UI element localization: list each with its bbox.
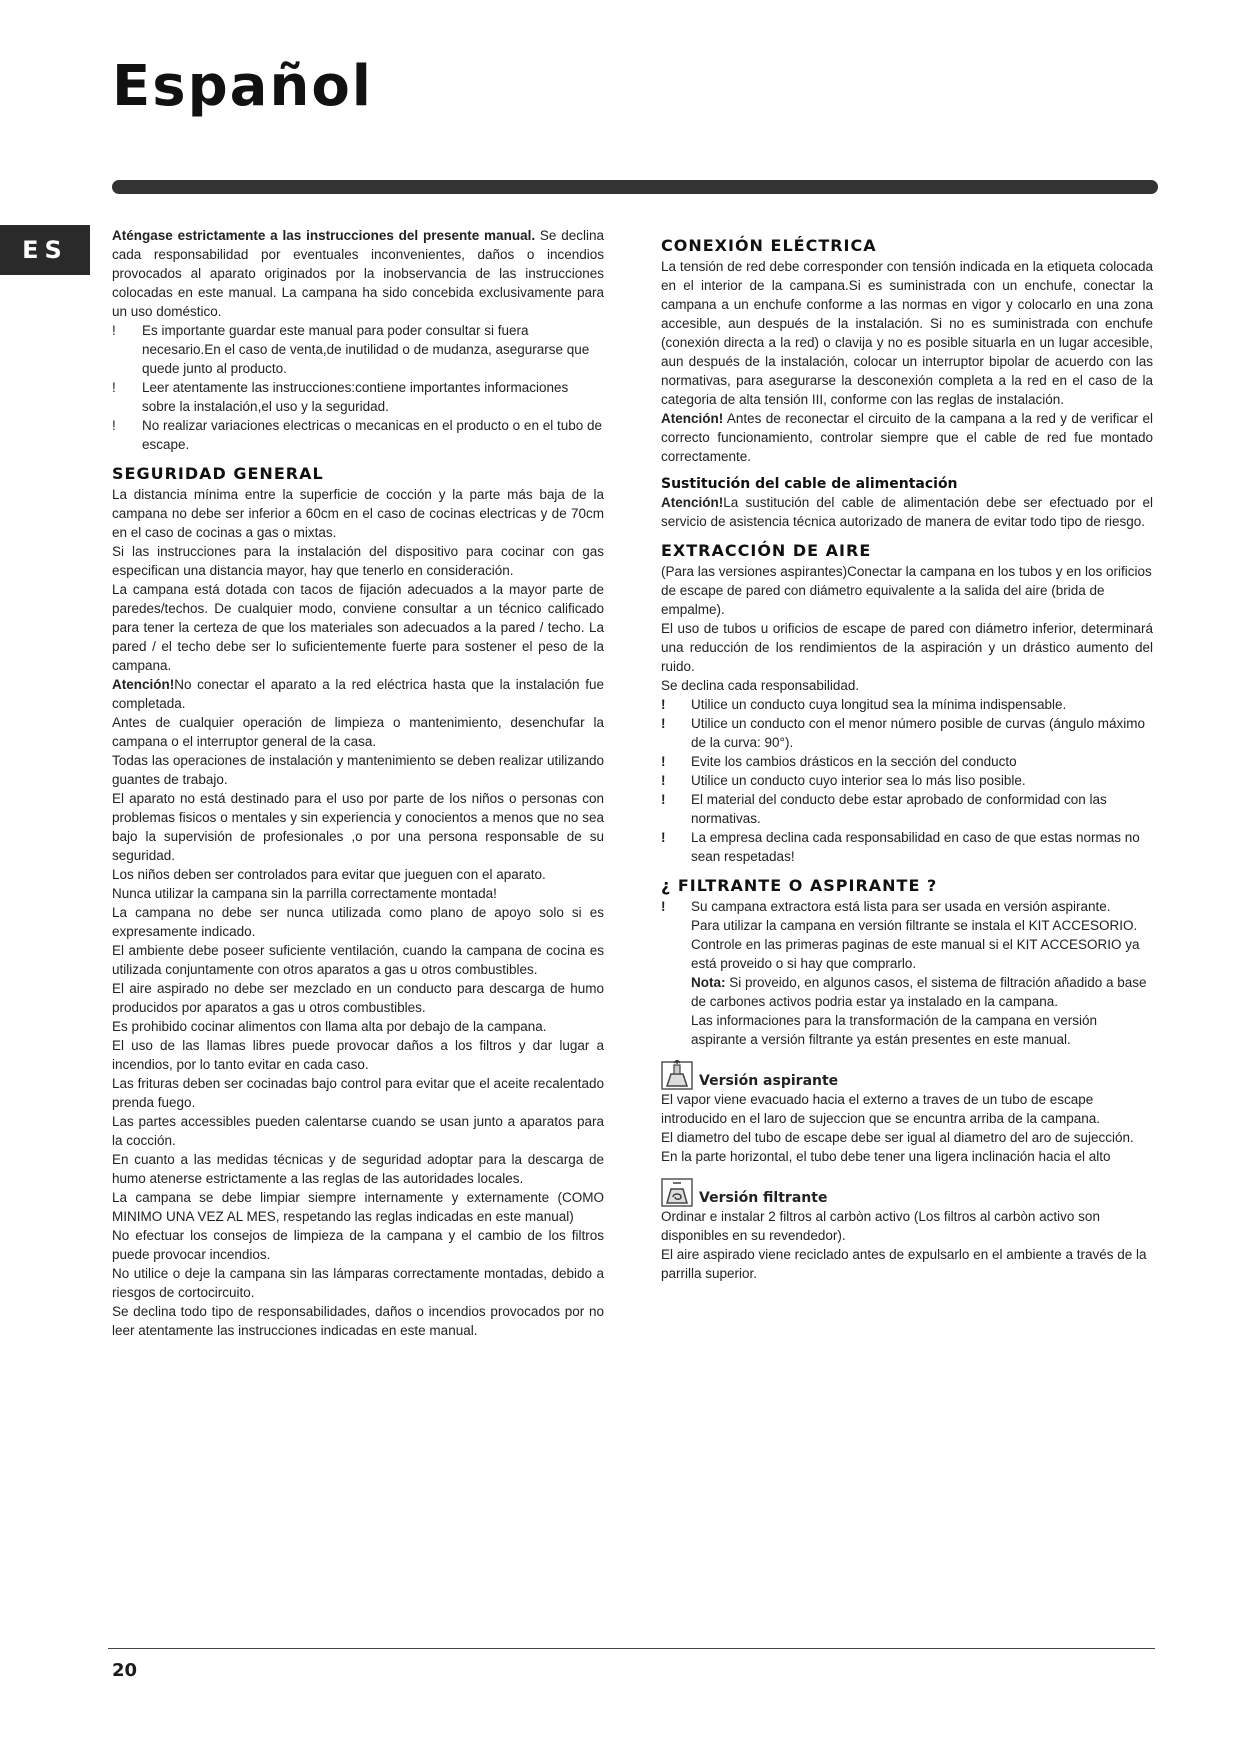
paragraph: Los niños deben ser controlados para evitar que jueguen con el aparato. xyxy=(112,867,546,882)
paragraph: La distancia mínima entre la superficie de cocción y la parte más baja de la campana no debe ser inferior a 60cm en el caso de cocinas electricas y de 70cm en el caso de cocinas a gas o mixtas. xyxy=(112,487,604,540)
bullet-text: Leer atentamente las instrucciones:contiene importantes informaciones sobre la instalación,el uso y la seguridad. xyxy=(142,380,569,414)
warning-text: La sustitución del cable de alimentación debe ser efectuado por el servicio de asistencia técnica autorizado de manera de evitar todo tipo de riesgo. xyxy=(661,495,1153,529)
warning-bold: Atención! xyxy=(112,677,175,692)
paragraph: El aire aspirado viene reciclado antes de expulsarlo en el ambiente a través de la parrilla superior. xyxy=(661,1247,1147,1281)
paragraph: El uso de las llamas libres puede provocar daños a los filtros y dar lugar a incendios, por lo tanto evitar en cada caso. xyxy=(112,1038,604,1072)
bullet-mark: ! xyxy=(112,323,116,338)
section-heading-conexion: CONEXIÓN ELÉCTRICA xyxy=(661,236,877,255)
warning-bold: Atención! xyxy=(661,411,724,426)
paragraph: El vapor viene evacuado hacia el externo a traves de un tubo de escape introducido en el laro de sujeccion que se encuntra arriba de la campana. xyxy=(661,1092,1101,1126)
subheading-sustitucion: Sustitución del cable de alimentación xyxy=(661,476,958,492)
list-item xyxy=(661,828,1153,866)
paragraph: No efectuar los consejos de limpieza de la campana y el cambio de los filtros puede provocar incendios. xyxy=(112,1228,604,1262)
paragraph xyxy=(661,409,1153,466)
filtrante-title: Versión filtrante xyxy=(699,1190,828,1206)
bullet-text: Utilice un conducto cuyo interior sea lo más liso posible. xyxy=(691,773,1026,788)
subheading-aspirante xyxy=(661,1060,1153,1090)
paragraph: La campana no debe ser nunca utilizada como plano de apoyo solo si es expresamente indicado. xyxy=(112,905,604,939)
paragraph: Si las instrucciones para la instalación del dispositivo para cocinar con gas especifican una distancia mayor, hay que tenerlo en consideración. xyxy=(112,544,604,578)
page-title: Español xyxy=(112,54,373,119)
paragraph: Ordinar e instalar 2 filtros al carbòn activo (Los filtros al carbòn activo son disponibles en su revendedor). xyxy=(661,1209,1100,1243)
list-item xyxy=(661,771,1153,790)
hood-recirculation-icon xyxy=(661,1177,693,1207)
list-item xyxy=(661,790,1153,828)
bullet-mark: ! xyxy=(661,697,666,712)
left-column xyxy=(112,226,604,1340)
bullet-text: Es importante guardar este manual para poder consultar si fuera necesario.En el caso de venta,de inutilidad o de mudanza, asegurarse que quede junto al producto. xyxy=(142,323,590,376)
paragraph: El aparato no está destinado para el uso por parte de los niños o personas con problemas fisicos o mentales y sin experiencia y conocientos a menos que no sea bajo la supervisión de profesionales ,o por una persona responsable de su seguridad. xyxy=(112,791,604,863)
list-item xyxy=(112,378,604,416)
footer-rule xyxy=(108,1648,1155,1649)
paragraph: Nunca utilizar la campana sin la parrilla correctamente montada! xyxy=(112,886,497,901)
bullet-text: La empresa declina cada responsabilidad en caso de que estas normas no sean respetadas! xyxy=(691,830,1140,864)
paragraph: Para utilizar la campana en versión filtrante se instala el KIT ACCESORIO. xyxy=(691,918,1138,933)
title-rule xyxy=(112,180,1158,194)
hood-exhaust-icon xyxy=(661,1060,693,1090)
bullet-text: Utilice un conducto con el menor número posible de curvas (ángulo máximo de la curva: 90°). xyxy=(691,716,1145,750)
bullet-text: Evite los cambios drásticos en la sección del conducto xyxy=(691,754,1017,769)
paragraph: Las informaciones para la transformación de la campana en versión aspirante a versión filtrante ya están presentes en este manual. xyxy=(691,1013,1097,1047)
paragraph: En cuanto a las medidas técnicas y de seguridad adoptar para la descarga de humo atenerse estrictamente a las reglas de las autoridades locales. xyxy=(112,1152,604,1186)
list-item xyxy=(112,416,604,454)
paragraph xyxy=(661,973,1153,1011)
paragraph: Es prohibido cocinar alimentos con llama alta por debajo de la campana. xyxy=(112,1019,547,1034)
bullet-text: No realizar variaciones electricas o mecanicas en el producto o en el tubo de escape. xyxy=(142,418,603,452)
paragraph: No utilice o deje la campana sin las lámparas correctamente montadas, debido a riesgos de cortocircuito. xyxy=(112,1266,604,1300)
paragraph: La campana está dotada con tacos de fijación adecuados a la mayor parte de paredes/techos. De cualquier modo, conviene consultar a un técnico calificado para tener la certeza de que los materiales son adecuados a la pared / techo. La pared / el techo debe ser lo suficientemente fuerte para sostener el peso de la campana. xyxy=(112,582,604,673)
intro-text: Se declina cada responsabilidad por eventuales inconvenientes, daños o incendios provocados al aparato originados por la inobservancia de las instrucciones colocadas en este manual. La campana ha sido concebida exclusivamente para un uso doméstico. xyxy=(112,228,604,319)
bullet-mark: ! xyxy=(661,899,666,914)
paragraph: (Para las versiones aspirantes)Conectar la campana en los tubos y en los orificios de escape de pared con diámetro equivalente a la salida del aire (brida de empalme). xyxy=(661,564,1152,617)
warning-bold: Atención! xyxy=(661,495,724,510)
bullet-mark: ! xyxy=(661,792,666,807)
section-heading-seguridad: SEGURIDAD GENERAL xyxy=(112,464,324,483)
warning-text: No conectar el aparato a la red eléctrica hasta que la instalación fue completada. xyxy=(112,677,604,711)
list-item xyxy=(661,897,1153,916)
bullet-mark: ! xyxy=(661,773,666,788)
paragraph: Las frituras deben ser cocinadas bajo control para evitar que el aceite recalentado prenda fuego. xyxy=(112,1076,604,1110)
list-item xyxy=(661,752,1153,771)
list-item xyxy=(661,714,1153,752)
intro-bold: Aténgase estrictamente a las instrucciones del presente manual. xyxy=(112,228,536,243)
paragraph: El uso de tubos u orificios de escape de pared con diámetro inferior, determinará una reducción de los rendimientos de la aspiración y un drástico aumento del ruido. xyxy=(661,621,1153,674)
section-heading-filtrante: ¿ FILTRANTE O ASPIRANTE ? xyxy=(661,876,938,895)
note-text: Si proveido, en algunos casos, el sistema de filtración añadido a base de carbones activos podria estar ya instalado en la campana. xyxy=(691,975,1147,1009)
paragraph: Antes de cualquier operación de limpieza o mantenimiento, desenchufar la campana o el interruptor general de la casa. xyxy=(112,715,604,749)
warning-text: Antes de reconectar el circuito de la campana a la red y de verificar el correcto funcionamiento, controlar siempre que el cable de red fue montado correctamente. xyxy=(661,411,1153,464)
paragraph: El ambiente debe poseer suficiente ventilación, cuando la campana de cocina es utilizada conjuntamente con otros aparatos a gas u otros combustibles. xyxy=(112,943,604,977)
bullet-mark: ! xyxy=(661,716,666,731)
bullet-text: El material del conducto debe estar aprobado de conformidad con las normativas. xyxy=(691,792,1107,826)
language-tab: ES xyxy=(0,225,90,275)
paragraph: La campana se debe limpiar siempre internamente y externamente (COMO MINIMO UNA VEZ AL MES, respetando las reglas indicadas en este manual) xyxy=(112,1190,604,1224)
paragraph: Se declina cada responsabilidad. xyxy=(661,678,860,693)
paragraph: La tensión de red debe corresponder con tensión indicada en la etiqueta colocada en el interior de la campana.Si es suministrada con un enchufe, conectar la campana a un enchufe conforme a las normas en vigor y colocarlo en una zona accesible, aun después de la instalación. Si no es suministrada con enchufe (conexión directa a la red) o clavija y no es posible situarla en un lugar accesible, aun después de la instalación, colocar un interruptor bipolar de acuerdo con las normativas, para asegurarse la desconexión completa a la red en el caso de la categoria de alta tensión III, conforme con las reglas de instalación. xyxy=(661,259,1153,407)
intro-paragraph xyxy=(112,226,604,321)
paragraph: Se declina todo tipo de responsabilidades, daños o incendios provocados por no leer atentamente las instrucciones indicadas en este manual. xyxy=(112,1304,604,1338)
section-heading-extraccion: EXTRACCIÓN DE AIRE xyxy=(661,541,872,560)
paragraph: Controle en las primeras paginas de este manual si el KIT ACCESORIO ya está proveido o si hay que comprarlo. xyxy=(691,937,1140,971)
bullet-mark: ! xyxy=(661,830,666,845)
paragraph xyxy=(661,493,1153,531)
bullet-mark: ! xyxy=(661,754,666,769)
bullet-text: Su campana extractora está lista para ser usada en versión aspirante. xyxy=(691,899,1111,914)
paragraph: El aire aspirado no debe ser mezclado en un conducto para descarga de humo producidos por aparatos a gas u otros combustibles. xyxy=(112,981,604,1015)
aspirante-title: Versión aspirante xyxy=(699,1073,839,1089)
paragraph: Todas las operaciones de instalación y mantenimiento se deben realizar utilizando guantes de trabajo. xyxy=(112,753,604,787)
bullet-text: Utilice un conducto cuya longitud sea la mínima indispensable. xyxy=(691,697,1067,712)
paragraph: Las partes accessibles pueden calentarse cuando se usan junto a aparatos para la cocción. xyxy=(112,1114,604,1148)
note-bold: Nota: xyxy=(691,975,726,990)
subheading-filtrante xyxy=(661,1177,1153,1207)
paragraph: El diametro del tubo de escape debe ser igual al diametro del aro de sujección. xyxy=(661,1130,1134,1145)
bullet-mark: ! xyxy=(112,380,116,395)
paragraph xyxy=(112,675,604,713)
page-number: 20 xyxy=(112,1660,138,1681)
right-column xyxy=(661,236,1153,1283)
paragraph: En la parte horizontal, el tubo debe tener una ligera inclinación hacia el alto xyxy=(661,1149,1111,1164)
list-item xyxy=(661,695,1153,714)
list-item xyxy=(112,321,604,378)
bullet-mark: ! xyxy=(112,418,116,433)
